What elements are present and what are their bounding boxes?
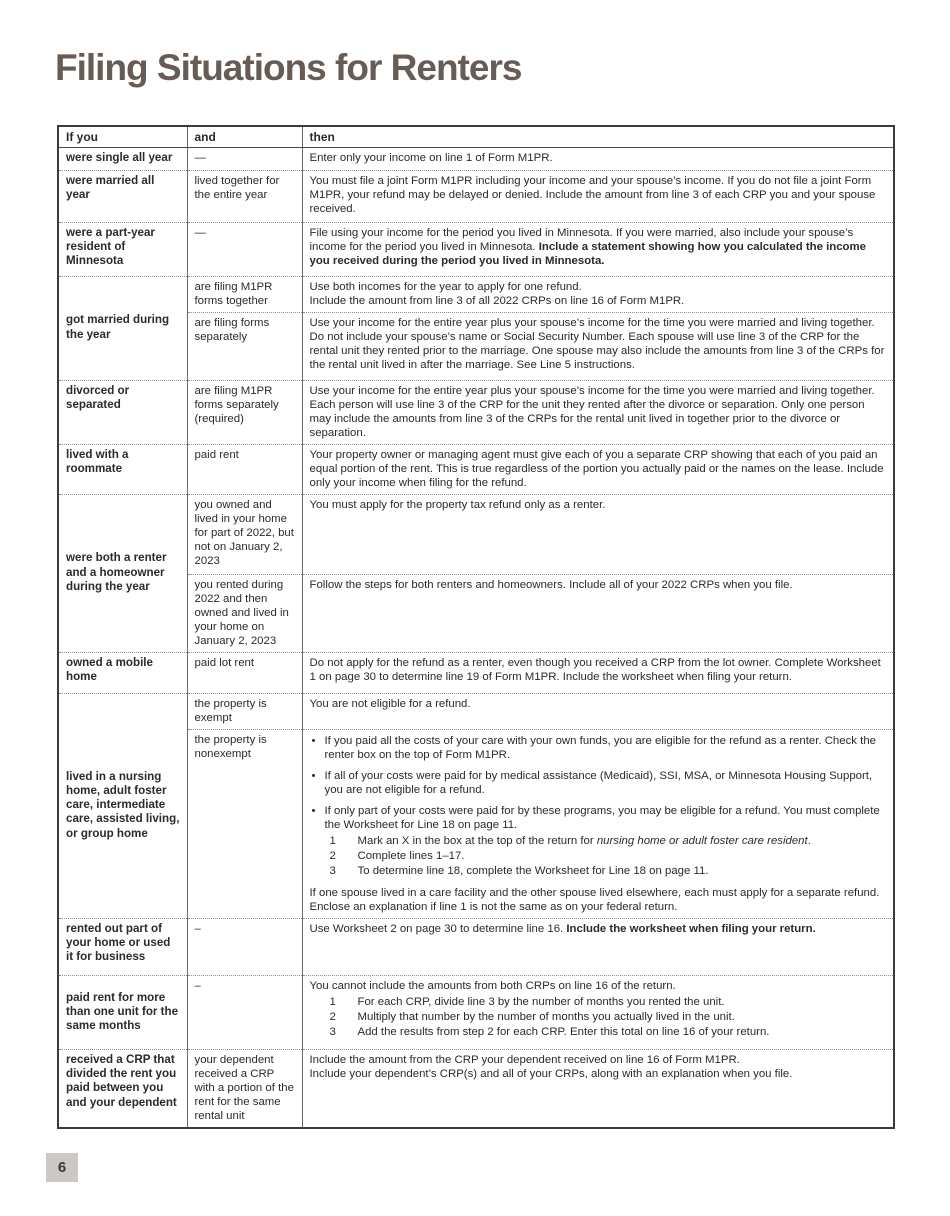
bullet-icon: • bbox=[311, 734, 316, 747]
row-label: were both a renter and a homeowner during the year bbox=[58, 494, 187, 652]
step-number: 2 bbox=[329, 1011, 336, 1023]
condition-cell: are filing M1PR forms separately (required) bbox=[187, 380, 302, 444]
condition-cell: — bbox=[187, 148, 302, 170]
instruction-cell: Use your income for the entire year plus your spouse’s income for the time you were married and living together. Do not include your spouse’s name or Social Security Number. Each spouse will use line 3 of the CRP for the rental unit they rented prior to the marriage. One spouse may also include the amounts from line 3 of the CRPs for the rental unit lived in after the marriage. See Line 5 instructions. bbox=[302, 312, 894, 380]
condition-cell: — bbox=[187, 222, 302, 276]
step-list bbox=[325, 995, 888, 1039]
step-text: Mark an X in the box at the top of the return for nursing home or adult foster care resident. bbox=[357, 834, 811, 847]
instruction-text: Use both incomes for the year to apply for one refund. bbox=[309, 280, 582, 293]
condition-cell: are filing M1PR forms together bbox=[187, 276, 302, 312]
page-number-badge: 6 bbox=[46, 1153, 78, 1182]
instruction-text: File using your income for the period you lived in Minnesota. If you were married, also include your spouse’s income for the period you lived in Minnesota. bbox=[309, 226, 854, 253]
condition-cell: paid rent bbox=[187, 444, 302, 494]
bullet-item bbox=[312, 734, 888, 762]
instruction-cell bbox=[302, 276, 894, 312]
column-header-if-you: If you bbox=[58, 126, 187, 148]
step-item bbox=[325, 849, 888, 863]
row-label: received a CRP that divided the rent you paid between you and your dependent bbox=[58, 1049, 187, 1128]
filing-situations-table bbox=[57, 125, 895, 1130]
table-row-rented-out bbox=[58, 918, 894, 975]
condition-cell: – bbox=[187, 918, 302, 975]
instruction-cell bbox=[302, 729, 894, 918]
table-row-multiple-units bbox=[58, 975, 894, 1049]
step-item bbox=[325, 995, 888, 1009]
step-text: Multiply that number by the number of months you actually lived in the unit. bbox=[357, 1011, 735, 1023]
instruction-text: Include the amount from line 3 of all 2022 CRPs on line 16 of Form M1PR. bbox=[309, 294, 685, 307]
condition-cell: lived together for the entire year bbox=[187, 170, 302, 222]
instruction-cell: Your property owner or managing agent must give each of you a separate CRP showing that each of you paid an equal portion of the rent. This is true regardless of the portion you actually paid or the names on the lease. Include only your income when filing for the refund. bbox=[302, 444, 894, 494]
bullet-text: If you paid all the costs of your care with your own funds, you are eligible for the refund as a renter. Check the renter box on the top of Form M1PR. bbox=[324, 734, 876, 761]
step-text: To determine line 18, complete the Worksheet for Line 18 on page 11. bbox=[357, 864, 709, 877]
table-header-row bbox=[58, 126, 894, 148]
table-row-single bbox=[58, 148, 894, 170]
step-number: 3 bbox=[329, 864, 336, 877]
row-label: got married during the year bbox=[58, 276, 187, 380]
step-number: 3 bbox=[329, 1026, 336, 1039]
row-label: were single all year bbox=[58, 148, 187, 170]
bullet-item bbox=[312, 769, 888, 797]
condition-cell: your dependent received a CRP with a portion of the rent for the same rental unit bbox=[187, 1049, 302, 1128]
instruction-text: You cannot include the amounts from both CRPs on line 16 of the return. bbox=[309, 979, 676, 992]
condition-cell: the property is exempt bbox=[187, 693, 302, 729]
instruction-cell: You must file a joint Form M1PR including your income and your spouse’s income. If you do not file a joint Form M1PR, your refund may be delayed or denied. Include the amount from line 3 of each CRP you and your spouse received. bbox=[302, 170, 894, 222]
column-header-and: and bbox=[187, 126, 302, 148]
row-label: were a part-year resident of Minnesota bbox=[58, 222, 187, 276]
condition-cell: you owned and lived in your home for part of 2022, but not on January 2, 2023 bbox=[187, 494, 302, 574]
instruction-text: If one spouse lived in a care facility and the other spouse lived elsewhere, each must apply for a separate refund. Enclose an explanation if line 1 is not the same as on your federal return. bbox=[309, 886, 880, 913]
condition-cell: – bbox=[187, 975, 302, 1049]
condition-cell: you rented during 2022 and then owned and lived in your home on January 2, 2023 bbox=[187, 574, 302, 652]
table-row-married-all-year bbox=[58, 170, 894, 222]
condition-cell: the property is nonexempt bbox=[187, 729, 302, 918]
table-row-mobile-home bbox=[58, 652, 894, 693]
instruction-cell: You are not eligible for a refund. bbox=[302, 693, 894, 729]
row-label: owned a mobile home bbox=[58, 652, 187, 693]
row-label: rented out part of your home or used it for business bbox=[58, 918, 187, 975]
instruction-cell bbox=[302, 975, 894, 1049]
instruction-cell bbox=[302, 918, 894, 975]
step-text: Add the results from step 2 for each CRP. Enter this total on line 16 of your return. bbox=[357, 1026, 770, 1039]
page-title: Filing Situations for Renters bbox=[55, 47, 522, 88]
condition-cell: are filing forms separately bbox=[187, 312, 302, 380]
step-number: 2 bbox=[329, 849, 336, 862]
row-label: were married all year bbox=[58, 170, 187, 222]
table-row-dependent-crp bbox=[58, 1049, 894, 1128]
instruction-cell bbox=[302, 1049, 894, 1128]
column-header-then: then bbox=[302, 126, 894, 148]
bullet-icon: • bbox=[311, 769, 316, 782]
instruction-cell: Enter only your income on line 1 of Form M1PR. bbox=[302, 148, 894, 170]
instruction-cell bbox=[302, 222, 894, 276]
table-row-part-year-resident bbox=[58, 222, 894, 276]
step-item bbox=[325, 864, 888, 878]
step-number: 1 bbox=[329, 995, 336, 1008]
bullet-text: If only part of your costs were paid for by these programs, you may be eligible for a refund. You must complete the Worksheet for Line 18 on page 11. bbox=[324, 804, 880, 831]
instruction-text-bold: Include a statement showing how you calculated the income you received during the period you lived in Minnesota. bbox=[309, 240, 866, 267]
instruction-text-bold: Include the worksheet when filing your return. bbox=[566, 922, 816, 935]
step-list bbox=[325, 834, 888, 878]
step-item bbox=[325, 1010, 888, 1024]
table-row-renter-homeowner-owned bbox=[58, 494, 894, 574]
step-item bbox=[325, 1025, 888, 1039]
table-row-divorced bbox=[58, 380, 894, 444]
instruction-cell: You must apply for the property tax refund only as a renter. bbox=[302, 494, 894, 574]
instruction-text: Include the amount from the CRP your dependent received on line 16 of Form M1PR. bbox=[309, 1053, 740, 1066]
bullet-text: If all of your costs were paid for by medical assistance (Medicaid), SSI, MSA, or Minnesota Housing Support, you are not eligible for a refund. bbox=[324, 769, 873, 796]
table-row-roommate bbox=[58, 444, 894, 494]
bullet-item bbox=[312, 804, 888, 832]
instruction-cell: Do not apply for the refund as a renter, even though you received a CRP from the lot owner. Complete Worksheet 1 on page 30 to determine line 19 of Form M1PR. Include the worksheet when filing your return. bbox=[302, 652, 894, 693]
table-row-care-facility-exempt bbox=[58, 693, 894, 729]
step-text: Complete lines 1–17. bbox=[357, 849, 465, 862]
instruction-text: Use Worksheet 2 on page 30 to determine line 16. bbox=[309, 922, 567, 935]
instruction-text: Include your dependent’s CRP(s) and all of your CRPs, along with an explanation when you file. bbox=[309, 1067, 793, 1080]
table-row-got-married-together bbox=[58, 276, 894, 312]
row-label: paid rent for more than one unit for the same months bbox=[58, 975, 187, 1049]
step-text: For each CRP, divide line 3 by the number of months you rented the unit. bbox=[357, 995, 725, 1008]
row-label: lived in a nursing home, adult foster care, intermediate care, assisted living, or group home bbox=[58, 693, 187, 918]
row-label: divorced or separated bbox=[58, 380, 187, 444]
instruction-cell: Follow the steps for both renters and homeowners. Include all of your 2022 CRPs when you file. bbox=[302, 574, 894, 652]
bullet-icon: • bbox=[311, 804, 316, 817]
condition-cell: paid lot rent bbox=[187, 652, 302, 693]
step-item bbox=[325, 834, 888, 848]
row-label: lived with a roommate bbox=[58, 444, 187, 494]
step-number: 1 bbox=[329, 834, 336, 847]
instruction-cell: Use your income for the entire year plus your spouse’s income for the time you were married and living together. Each person will use line 3 of the CRP for the unit they rented after the divorce or separation. Only one person may include the amounts from line 3 of the CRPs for the rental unit lived in together prior to the divorce or separation. bbox=[302, 380, 894, 444]
